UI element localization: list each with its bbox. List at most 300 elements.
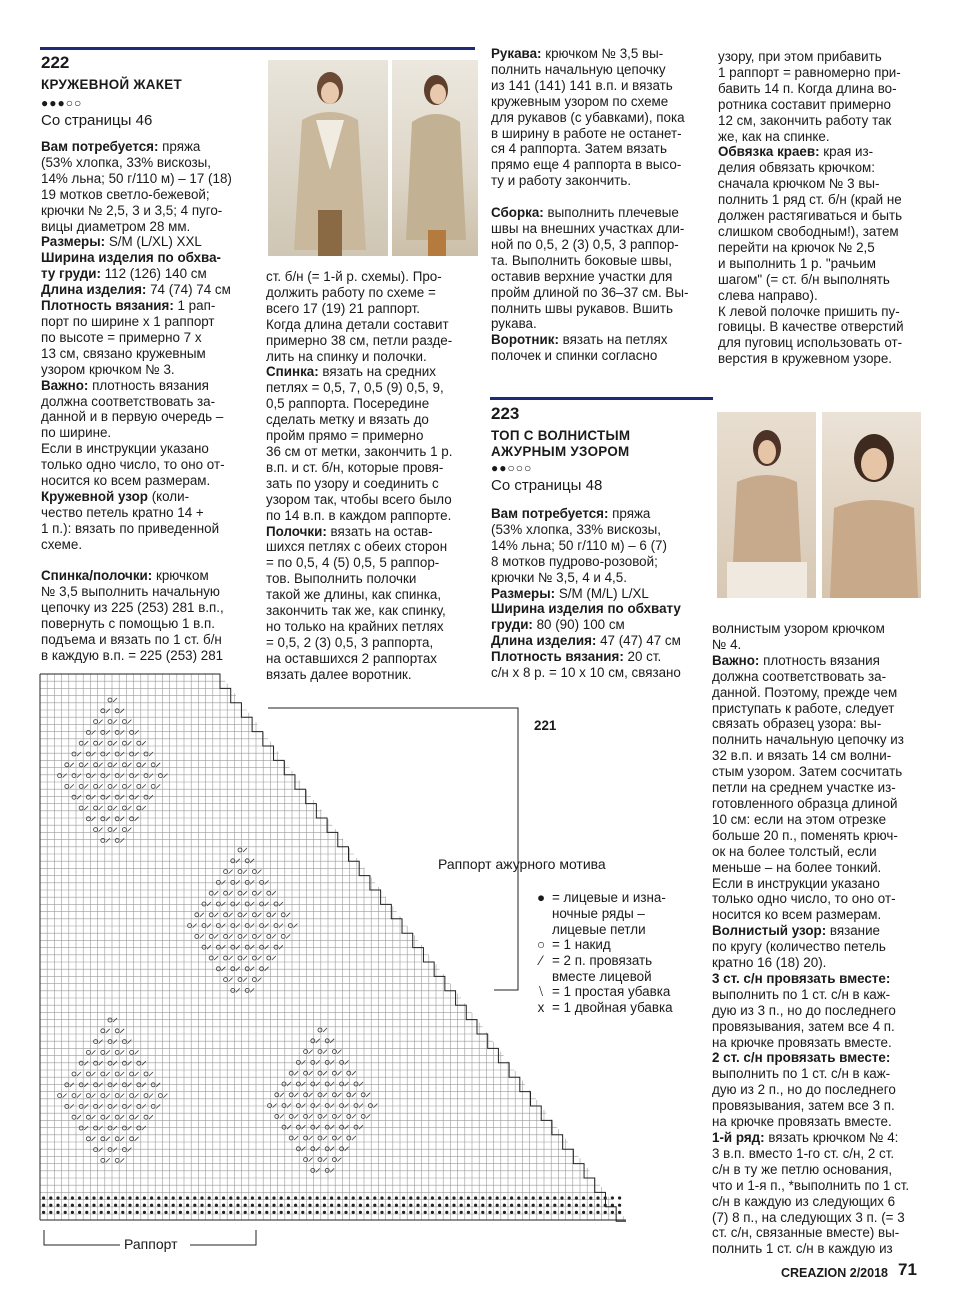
chart-symbol [337,1158,341,1162]
chart-symbol [108,1148,112,1152]
pattern-222-col2 [266,269,452,683]
chart-dot [56,1204,59,1207]
text-run: приступать к работе, следует [712,700,895,716]
chart-symbol [347,1071,351,1075]
text-line [718,224,904,240]
chart-dot [100,1196,103,1199]
chart-symbol [127,741,131,745]
chart-dot [445,1196,448,1199]
text-run: дую из 2 п., но до последнего [712,1082,896,1098]
chart-dot [611,1204,614,1207]
chart-dot [121,1211,124,1214]
chart-dot [92,1196,95,1199]
pattern-222-col3 [491,46,688,364]
chart-symbol [113,1148,117,1152]
chart-symbol [318,1114,322,1118]
chart-symbol [214,913,218,917]
chart-symbol [345,1060,349,1064]
bold-term: Длина изделия: [491,633,597,649]
chart-symbol [318,1136,322,1140]
chart-symbol [115,1094,119,1098]
chart-symbol [135,1115,139,1119]
chart-dot [496,1196,499,1199]
pattern-title-line2: АЖУРНЫМ УЗОРОМ [491,444,630,459]
chart-symbol [316,1039,320,1043]
chart-symbol [94,828,98,832]
text-run: полнить начальную цепочку [491,61,666,77]
text-run: тов. Выполнить полочки [266,571,417,587]
text-run: говицы. В качестве отверстий [718,319,904,335]
chart-symbol [72,1072,76,1076]
chart-dot [539,1211,542,1214]
chart-symbol [323,1028,327,1032]
chart-dot [294,1211,297,1214]
legend-item [530,1000,673,1016]
chart-symbol [144,1072,148,1076]
chart-symbol [279,945,283,949]
chart-dot [186,1211,189,1214]
legend-item [530,937,611,953]
chart-symbol [163,1094,167,1098]
legend-text-line: = 1 накид [552,937,611,952]
chart-dot [474,1196,477,1199]
chart-symbol [250,880,254,884]
text-line [41,425,232,441]
chart-dot [546,1196,549,1199]
chart-symbol [77,774,81,778]
chart-symbol [122,1104,126,1108]
text-line [41,441,232,457]
chart-symbol [108,1040,112,1044]
chart-dot [56,1211,59,1214]
chart-dot [481,1204,484,1207]
chart-symbol [352,1093,356,1097]
chart-dot [229,1196,232,1199]
chart-dot [200,1204,203,1207]
chart-dot [42,1211,45,1214]
text-run: (7) 8 п., на следующих 3 п. (= 3 [712,1209,905,1225]
text-line [718,49,904,65]
chart-dot [280,1211,283,1214]
text-run: вязать на средних [318,364,436,380]
text-run: вицы диаметром 28 мм. [41,218,191,234]
text-line [41,139,232,155]
text-run: К левой полочке пришить пу- [718,303,900,319]
text-line [41,171,232,187]
text-line [266,396,452,412]
chart-dot [488,1196,491,1199]
chart-dot [546,1211,549,1214]
chart-symbol [115,1050,119,1054]
legend-text [552,890,666,938]
chart-symbol [127,1148,131,1152]
chart-symbol [282,1082,286,1086]
chart-dot [107,1196,110,1199]
chart-symbol [99,784,103,788]
chart-dot [222,1196,225,1199]
chart-symbol [279,902,283,906]
text-line [712,780,909,796]
chart-symbol [311,1125,315,1129]
chart-symbol [120,838,124,842]
chart-dot [114,1204,117,1207]
chart-dot [272,1196,275,1199]
chart-symbol [72,1094,76,1098]
chart-symbol [286,913,290,917]
text-run: прямо еще 4 раппорта в высо- [491,157,682,173]
chart-symbol [135,1137,139,1141]
chart-symbol [151,1104,155,1108]
chart-symbol [345,1104,349,1108]
chart-dot [71,1204,74,1207]
chart-symbol [127,1104,131,1108]
text-line [718,113,904,129]
text-line [266,492,452,508]
text-run: всего 17 (19) 21 раппорт. [266,300,420,316]
chart-symbol [99,1148,103,1152]
chart-symbol [265,880,269,884]
chart-dot [251,1204,254,1207]
chart-symbol [101,1137,105,1141]
chart-symbol [257,913,261,917]
text-run: полнить 1 ряд ст. б/н (край не [718,192,902,208]
text-run: 20 ст. [623,649,662,665]
chart-dot [539,1196,542,1199]
chart-symbol [289,1071,293,1075]
legend-symbol: x [537,1000,545,1015]
chart-dot [618,1211,621,1214]
text-line [266,476,452,492]
chart-symbol [275,1093,279,1097]
chart-dot [366,1211,369,1214]
bold-term: Размеры: [491,585,556,601]
chart-dot [424,1204,427,1207]
text-run: крючки № 2,5, 3 и 3,5; 4 пуго- [41,202,223,218]
chart-symbol [113,1061,117,1065]
chart-symbol [94,1040,98,1044]
chart-dot [301,1196,304,1199]
pattern-223-col1 [491,506,681,681]
chart-symbol [137,784,141,788]
chart-symbol [144,752,148,756]
bold-term: Размеры: [41,234,106,250]
chart-dot [589,1204,592,1207]
text-run: ся 4 раппорта. Затем вязать [491,141,667,157]
chart-dot [460,1204,463,1207]
chart-symbol [137,1104,141,1108]
text-line [266,444,452,460]
chart-dot [575,1211,578,1214]
chart-symbol [120,730,124,734]
chart-dot [330,1204,333,1207]
chart-dot [316,1204,319,1207]
text-run: пряжа [608,506,651,521]
chart-symbol [91,817,95,821]
chart-symbol [282,1125,286,1129]
text-run: рукава. [491,316,537,332]
chart-dot [42,1196,45,1199]
chart-symbol [337,1071,341,1075]
chart-dot [128,1204,131,1207]
chart-dot [64,1211,67,1214]
chart-symbol [309,1158,313,1162]
pattern-223-header [491,404,630,495]
chart-symbol [122,806,126,810]
chart-dot [157,1211,160,1214]
chart-symbol [99,1061,103,1065]
chart-symbol [318,1050,322,1054]
chart-dot [64,1196,67,1199]
chart-symbol [113,1018,117,1022]
text-run: ст. б/н (= 1-й р. схемы). Про- [266,269,442,284]
chart-symbol [214,891,218,895]
text-run: что и 1-я п., *выполнить по 1 ст. [712,1177,910,1193]
chart-symbol [311,1082,315,1086]
text-line [41,409,232,425]
chart-symbol [144,774,148,778]
text-line [41,394,232,410]
text-line [718,176,904,192]
chart-symbol [359,1082,363,1086]
text-run: узору, при этом прибавить [718,49,882,64]
text-line [491,522,681,538]
chart-dot [431,1204,434,1207]
chart-dot [524,1204,527,1207]
chart-dot [49,1211,52,1214]
chart-dot [373,1204,376,1207]
chart-symbol [325,1147,329,1151]
chart-symbol [120,752,124,756]
chart-symbol [115,730,119,734]
chart-symbol [330,1168,334,1172]
text-line [712,923,909,939]
magazine-name: CREAZION 2/2018 [781,1266,888,1280]
chart-symbol [316,1147,320,1151]
chart-symbol [229,978,233,982]
chart-symbol [120,1137,124,1141]
text-line [712,748,909,764]
chart-dot [42,1204,45,1207]
chart-dot [323,1204,326,1207]
chart-symbol [91,1137,95,1141]
repeat-bracket [44,1230,120,1245]
chart-dot [258,1196,261,1199]
chart-symbol [115,795,119,799]
chart-symbol [221,967,225,971]
chart-symbol [301,1060,305,1064]
chart-dot [517,1196,520,1199]
text-run: выполнить плечевые [543,205,679,221]
chart-dot [467,1204,470,1207]
chart-symbol [120,1072,124,1076]
text-line [266,364,452,380]
chart-symbol [286,934,290,938]
chart-dot [114,1196,117,1199]
text-run: 1 п.): вязать по приведенной [41,520,220,536]
chart-dot [496,1211,499,1214]
text-run: делия обвязать крючком: [718,160,875,176]
chart-dot [424,1211,427,1214]
chart-symbol [84,741,88,745]
repeat-bracket [190,1230,256,1245]
chart-dot [503,1204,506,1207]
text-run: полочек и спинки согласно [491,348,658,364]
chart-dot [222,1211,225,1214]
text-line [491,601,681,617]
chart-symbol [135,795,139,799]
chart-symbol [156,763,160,767]
chart-symbol [127,1040,131,1044]
text-run: из 141 (141) 141 в.п. и вязать [491,77,673,93]
chart-dot [258,1211,261,1214]
chart-symbol [115,1072,119,1076]
text-line [491,570,681,586]
chart-dot [532,1196,535,1199]
chart-symbol [352,1136,356,1140]
text-run: чество петель кратно 14 + [41,504,204,520]
chart-symbol [323,1136,327,1140]
text-run: закончить так же, как спинку, [266,603,446,619]
chart-symbol [268,1104,272,1108]
chart-symbol [318,1071,322,1075]
chart-symbol [91,795,95,799]
chart-symbol [325,1039,329,1043]
chart-symbol [101,1050,105,1054]
text-line [718,256,904,272]
chart-dot [395,1211,398,1214]
chart-symbol [311,1147,315,1151]
text-run: 13 см, связано кружевным [41,345,206,361]
text-line [41,505,232,521]
text-run: (53% хлопка, 33% вискозы, [491,521,661,537]
chart-symbol [135,752,139,756]
chart-symbol [296,1060,300,1064]
text-run: 74 (74) 74 см [146,282,231,298]
chart-dot [193,1196,196,1199]
chart-symbol [130,1072,134,1076]
text-run: 10 см: если на этом отрезке [712,811,887,827]
chart-symbol [106,752,110,756]
chart-dot [582,1196,585,1199]
chart-dot [467,1211,470,1214]
legend-text-line: = 2 п. провязать [552,953,653,968]
text-line [266,619,452,635]
chart-symbol [72,752,76,756]
chart-symbol [158,774,162,778]
chart-symbol [108,1061,112,1065]
chart-dot [380,1204,383,1207]
text-run: Если в инструкции указано [712,875,880,891]
chart-dot [611,1211,614,1214]
chart-symbol [345,1082,349,1086]
text-run: больше 20 п., поменять крюч- [712,827,898,843]
text-line [712,1035,909,1051]
text-run: должить работу по схеме = [266,284,436,300]
chart-dot [560,1196,563,1199]
chart-symbol [127,784,131,788]
chart-symbol [243,848,247,852]
chart-symbol [108,741,112,745]
chart-dot [49,1196,52,1199]
pattern-number: 222 [41,53,70,72]
chart-symbol [243,978,247,982]
jacket-photo-side [392,60,478,256]
chart-symbol [296,1082,300,1086]
chart-symbol [101,774,105,778]
chart-symbol [311,1168,315,1172]
chart-dot [251,1211,254,1214]
chart-dot [467,1196,470,1199]
text-run: связать образец узора: вы- [712,716,882,732]
chart-dot [308,1204,311,1207]
chart-symbol [130,1137,134,1141]
chart-symbol [106,1094,110,1098]
chart-symbol [135,817,139,821]
chart-dot [560,1204,563,1207]
chart-symbol [106,1072,110,1076]
chart-symbol [127,763,131,767]
chart-dot [445,1211,448,1214]
text-run: шихся петлях с обеих сторон [266,539,448,555]
chart-symbol [127,806,131,810]
chart-dot [78,1204,81,1207]
text-run: 32 в.п. и вязать 14 см волни- [712,748,892,764]
chart-symbol [236,967,240,971]
text-run: в каждую в.п. = 225 (253) 281 [41,648,224,663]
chart-symbol [115,1115,119,1119]
text-run: провязывания, затем все 4 п. [712,1018,895,1034]
text-run: крючком [152,568,209,584]
text-run: готовленного образца длиной [712,795,898,811]
text-run: 47 (47) 47 см [596,633,681,649]
chart-symbol [86,1115,90,1119]
chart-symbol [142,784,146,788]
chart-dot [143,1196,146,1199]
text-line [712,939,909,955]
chart-dot [395,1196,398,1199]
chart-symbol [340,1104,344,1108]
chart-symbol [86,1072,90,1076]
chart-dot [402,1204,405,1207]
chart-symbol [77,1072,81,1076]
chart-symbol [79,784,83,788]
text-run: по ширине. [41,425,112,441]
text-run: шагом" (= ст. б/н выполнять [718,271,890,287]
chart-dot [359,1204,362,1207]
text-run: 80 (90) 100 см [532,617,625,633]
chart-dot [179,1204,182,1207]
chart-symbol [330,1147,334,1151]
chart-dot [604,1204,607,1207]
chart-dot [488,1204,491,1207]
chart-dot [208,1204,211,1207]
chart-symbol [113,1104,117,1108]
chart-symbol [130,817,134,821]
chart-symbol [101,1115,105,1119]
chart-symbol [144,1094,148,1098]
chart-dot [280,1196,283,1199]
chart-symbol [72,1115,76,1119]
text-run: № 3,5 выполнить начальную [41,584,220,600]
text-run: 14% льна; 50 г/110 м) – 6 (7) [491,537,667,553]
chart-symbol [122,828,126,832]
jacket-photo-front [268,60,388,256]
chart-symbol [149,774,153,778]
chart-dot [517,1211,520,1214]
text-run: 3 в.п. вместо 1-го ст. с/н, 2 ст. [712,1145,895,1161]
text-run: подъема и вязать по 1 ст. б/н [41,632,222,648]
chart-symbol [316,1125,320,1129]
